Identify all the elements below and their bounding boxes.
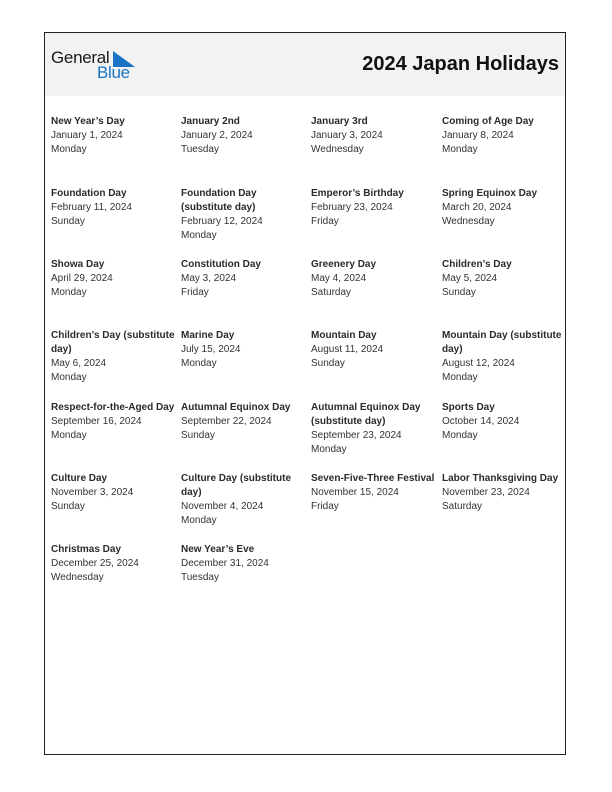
holiday-name: Constitution Day [181,259,261,270]
holiday-weekday: Tuesday [181,144,219,155]
holiday-weekday: Saturday [311,287,352,298]
holiday-item [311,329,437,371]
brand-general-text: General [51,48,110,67]
holiday-item [51,329,177,385]
holiday-name: Mountain Day (substitute day) [442,330,562,355]
holiday-date: July 15, 2024 [181,344,241,355]
holiday-item [181,187,307,243]
holiday-name: Autumnal Equinox Day [181,402,291,413]
holiday-date: January 3, 2024 [311,130,383,141]
holiday-date: November 15, 2024 [311,487,399,498]
holiday-item [181,472,307,528]
holiday-item [181,401,307,443]
holiday-item [311,187,437,229]
holiday-name: Seven-Five-Three Festival [311,473,435,484]
holiday-weekday: Wednesday [311,144,364,155]
holiday-item [442,258,568,300]
holiday-date: January 8, 2024 [442,130,514,141]
holiday-date: October 14, 2024 [442,416,520,427]
holiday-name: Coming of Age Day [442,116,534,127]
holiday-item [311,258,437,300]
holiday-name: Labor Thanksgiving Day [442,473,559,484]
holiday-date: February 11, 2024 [51,202,132,213]
holiday-weekday: Friday [181,287,209,298]
holiday-date: November 4, 2024 [181,501,264,512]
holiday-name: Culture Day (substitute day) [181,473,292,498]
holiday-date: May 3, 2024 [181,273,237,284]
holiday-weekday: Sunday [51,501,85,512]
holiday-weekday: Wednesday [442,216,495,227]
holiday-weekday: Monday [181,358,217,369]
holiday-date: April 29, 2024 [51,273,113,284]
holiday-name: Children’s Day (substitute day) [51,330,175,355]
holiday-date: December 25, 2024 [51,558,139,569]
holiday-item [311,115,437,157]
holiday-date: February 12, 2024 [181,216,263,227]
holiday-weekday: Monday [311,444,347,455]
holiday-item [51,115,177,157]
holiday-name: Foundation Day (substitute day) [181,188,257,213]
holiday-item [442,115,568,157]
holiday-date: August 11, 2024 [311,344,384,355]
holiday-weekday: Friday [311,501,339,512]
holiday-date: May 6, 2024 [51,358,107,369]
holiday-weekday: Sunday [181,430,215,441]
page-frame [44,32,566,755]
holiday-date: March 20, 2024 [442,202,512,213]
holiday-date: September 16, 2024 [51,416,142,427]
holiday-item [51,401,177,443]
holiday-weekday: Monday [181,515,217,526]
holiday-date: September 22, 2024 [181,416,272,427]
holiday-weekday: Monday [51,287,87,298]
holiday-name: Spring Equinox Day [442,188,538,199]
holiday-item [51,472,177,514]
holiday-date: January 1, 2024 [51,130,123,141]
holiday-item [311,472,437,514]
holiday-name: New Year’s Day [51,116,125,127]
holiday-name: Christmas Day [51,544,122,555]
holiday-item [181,258,307,300]
holiday-item [311,401,437,457]
holiday-date: February 23, 2024 [311,202,393,213]
holiday-item [181,115,307,157]
holiday-item [51,187,177,229]
holiday-name: Culture Day [51,473,108,484]
holiday-date: November 23, 2024 [442,487,530,498]
holiday-date: August 12, 2024 [442,358,515,369]
holiday-item [442,329,568,385]
holiday-weekday: Saturday [442,501,483,512]
holiday-name: Showa Day [51,259,105,270]
holiday-weekday: Monday [51,372,87,383]
holiday-weekday: Sunday [442,287,476,298]
header [45,33,565,96]
holiday-name: Autumnal Equinox Day (substitute day) [311,402,421,427]
holiday-weekday: Monday [442,372,478,383]
holiday-item [51,543,177,585]
holiday-name: Greenery Day [311,259,377,270]
brand-blue-text: Blue [97,63,130,82]
holiday-item [181,543,307,585]
holiday-name: January 3rd [311,116,368,127]
holiday-name: Emperor’s Birthday [311,188,404,199]
holiday-weekday: Wednesday [51,572,104,583]
holiday-date: January 2, 2024 [181,130,253,141]
holiday-item [442,401,568,443]
holiday-weekday: Monday [51,430,87,441]
holiday-weekday: Monday [51,144,87,155]
holiday-name: Foundation Day [51,188,127,199]
page-title: 2024 Japan Holidays [362,53,559,75]
holiday-weekday: Friday [311,216,339,227]
brand-logo [51,47,141,83]
holiday-weekday: Monday [442,430,478,441]
holiday-name: Sports Day [442,402,495,413]
holiday-name: Respect-for-the-Aged Day [51,402,175,413]
holiday-name: Mountain Day [311,330,377,341]
holiday-weekday: Sunday [311,358,345,369]
holiday-weekday: Monday [181,230,217,241]
holiday-item [442,472,568,514]
holiday-date: September 23, 2024 [311,430,402,441]
holiday-weekday: Sunday [51,216,85,227]
holiday-date: December 31, 2024 [181,558,269,569]
holiday-date: November 3, 2024 [51,487,134,498]
holiday-date: May 4, 2024 [311,273,367,284]
holiday-name: Marine Day [181,330,235,341]
holiday-date: May 5, 2024 [442,273,498,284]
holiday-name: Children’s Day [442,259,512,270]
holiday-name: January 2nd [181,116,240,127]
holiday-item [51,258,177,300]
holiday-item [181,329,307,371]
holiday-weekday: Monday [442,144,478,155]
holiday-name: New Year’s Eve [181,544,255,555]
holiday-weekday: Tuesday [181,572,219,583]
holiday-item [442,187,568,229]
